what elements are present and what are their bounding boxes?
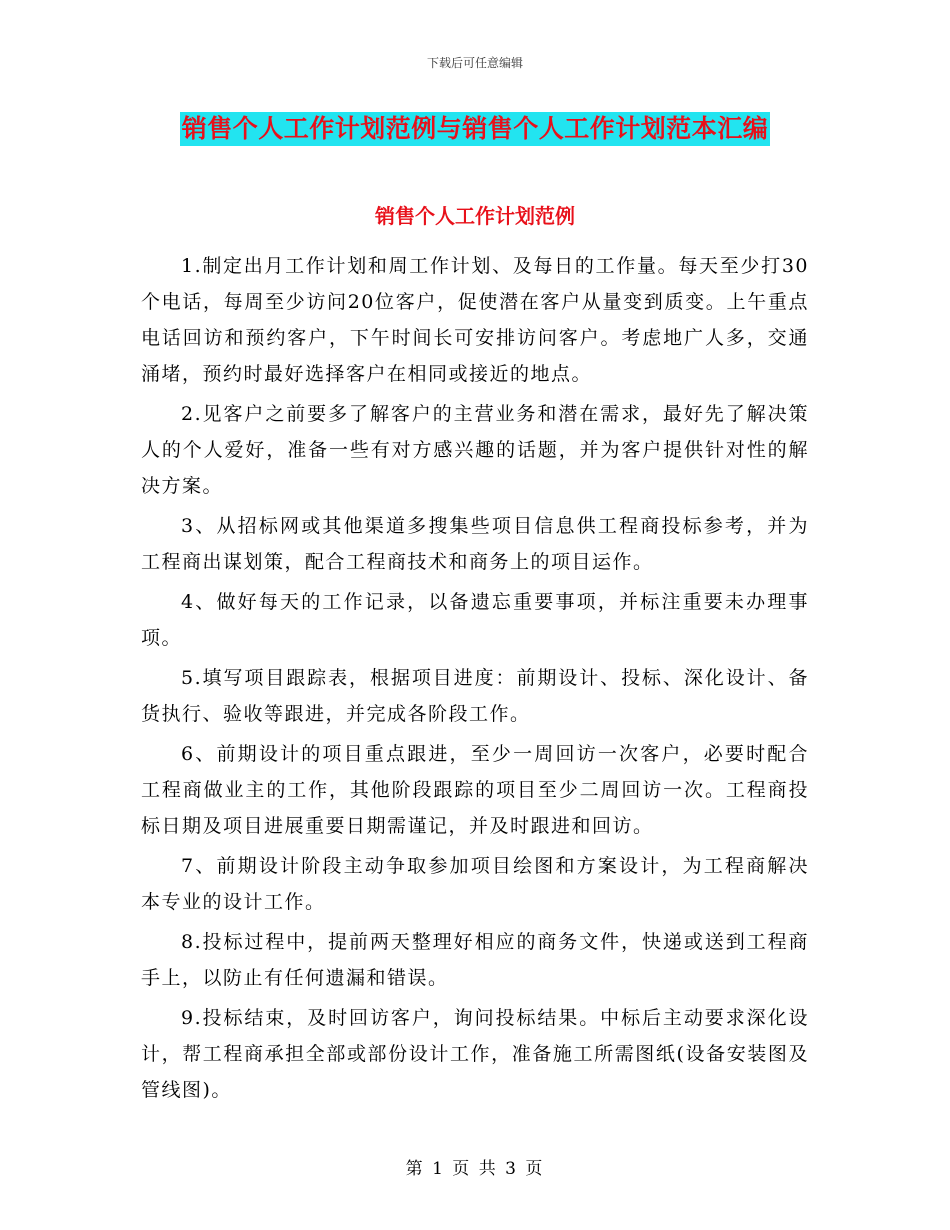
- paragraph: 2.见客户之前要多了解客户的主营业务和潜在需求，最好先了解决策人的个人爱好，准备一些有对方感兴趣的话题，并为客户提供针对性的解决方案。: [141, 403, 809, 497]
- paragraph: 7、前期设计阶段主动争取参加项目绘图和方案设计，为工程商解决本专业的设计工作。: [141, 855, 809, 913]
- paragraph: 3、从招标网或其他渠道多搜集些项目信息供工程商投标参考，并为工程商出谋划策，配合工程商技术和商务上的项目运作。: [141, 515, 809, 573]
- page-header-note: 下载后可任意编辑: [426, 56, 523, 70]
- paragraph: 8.投标过程中，提前两天整理好相应的商务文件，快递或送到工程商手上，以防止有任何遗漏和错误。: [141, 931, 809, 989]
- paragraph: 4、做好每天的工作记录，以备遗忘重要事项，并标注重要未办理事项。: [141, 591, 809, 649]
- section-title: 销售个人工作计划范例: [375, 204, 575, 228]
- page-number-footer: 第 1 页 共 3 页: [405, 1159, 545, 1179]
- paragraph: 9.投标结束，及时回访客户，询问投标结果。中标后主动要求深化设计，帮工程商承担全部或部份设计工作，准备施工所需图纸(设备安装图及管线图)。: [141, 1007, 809, 1101]
- main-title: 销售个人工作计划范例与销售个人工作计划范本汇编: [180, 112, 771, 146]
- body-text: [141, 248, 809, 1112]
- paragraph: 1.制定出月工作计划和周工作计划、及每日的工作量。每天至少打30个电话，每周至少访问20位客户，促使潜在客户从量变到质变。上午重点电话回访和预约客户，下午时间长可安排访问客户。考虑地广人多，交通涌堵，预约时最好选择客户在相同或接近的地点。: [141, 255, 809, 385]
- paragraph: 6、前期设计的项目重点跟进，至少一周回访一次客户，必要时配合工程商做业主的工作，其他阶段跟踪的项目至少二周回访一次。工程商投标日期及项目进展重要日期需谨记，并及时跟进和回访。: [141, 743, 809, 837]
- main-title-container: [0, 112, 950, 146]
- paragraph: 5.填写项目跟踪表，根据项目进度：前期设计、投标、深化设计、备货执行、验收等跟进，并完成各阶段工作。: [141, 667, 809, 725]
